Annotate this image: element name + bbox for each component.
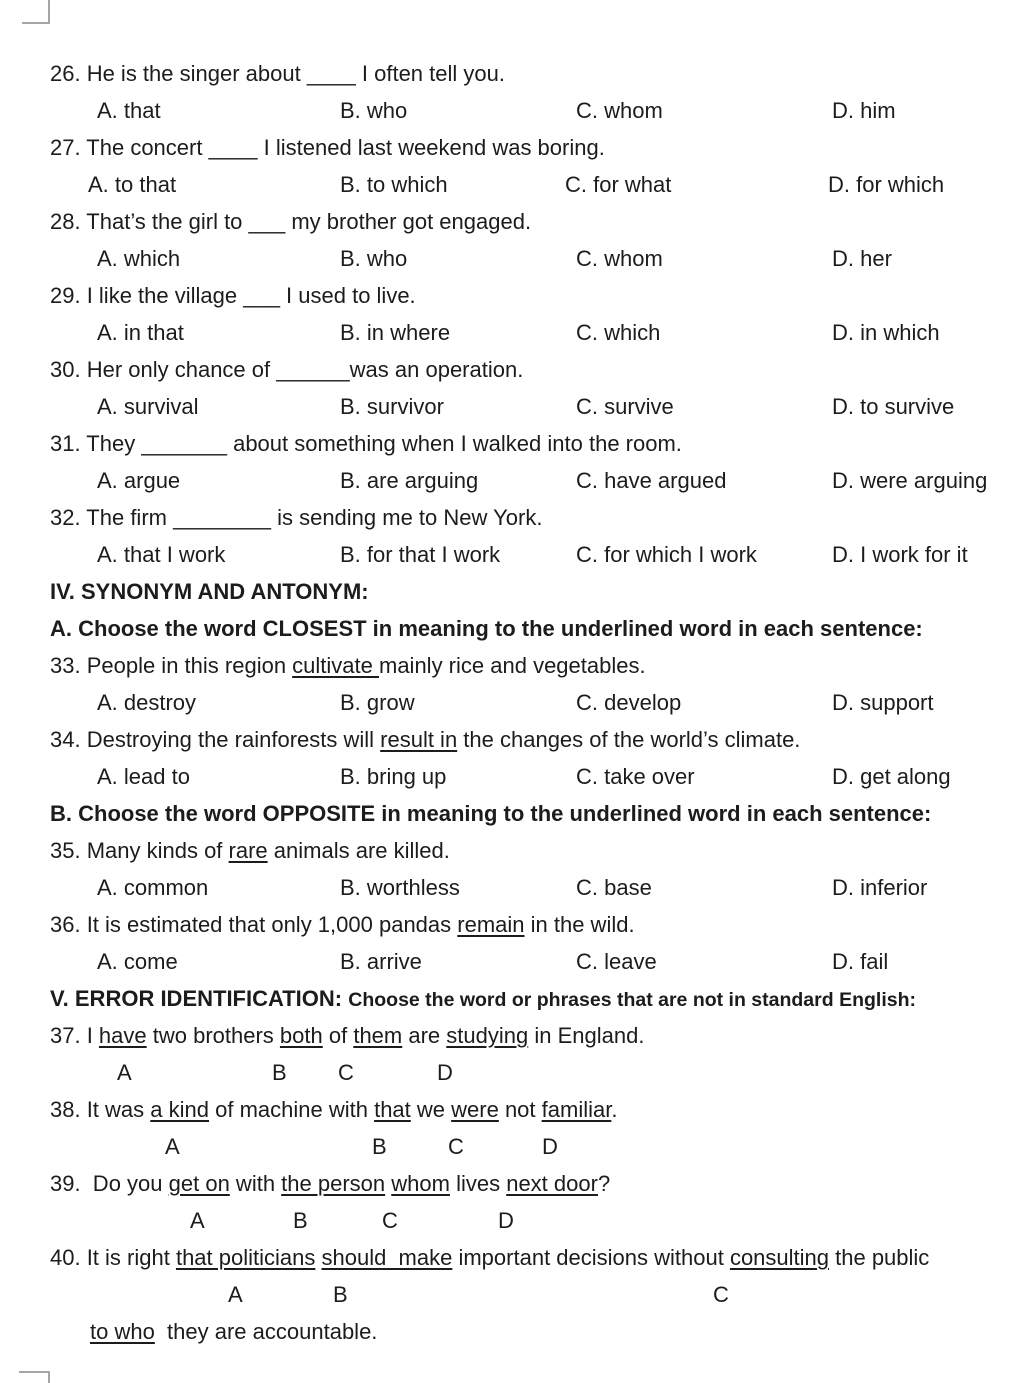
section-header-text	[50, 980, 916, 1019]
answer-option-30-b: B. survivor	[340, 394, 444, 419]
question-text	[50, 499, 542, 536]
text-segment: we	[410, 1097, 452, 1122]
text-segment: 33. People in this region	[50, 653, 293, 678]
question-32	[0, 499, 1024, 536]
answer-option-33-b: B. grow	[340, 690, 415, 715]
text-segment: of machine with	[209, 1097, 375, 1122]
text-segment: in England.	[528, 1023, 645, 1048]
underlined-word: whom	[391, 1171, 450, 1196]
underlined-word: that politicians	[175, 1245, 316, 1270]
text-segment: important decisions without	[452, 1245, 730, 1270]
text-boundary-mark-bottom-left	[19, 1371, 50, 1383]
options-36	[0, 943, 1024, 980]
text-segment: ?	[597, 1171, 611, 1196]
error-choice-letter-38-d: D	[542, 1134, 558, 1159]
text-segment: not	[498, 1097, 542, 1122]
underlined-word: studying	[446, 1023, 529, 1048]
underlined-word: should make	[321, 1245, 453, 1270]
text-boundary-mark-top-left	[22, 0, 50, 24]
error-choice-letter-38-c: C	[448, 1134, 464, 1159]
text-segment: in the wild.	[524, 912, 635, 937]
underlined-word: both	[279, 1023, 323, 1048]
question-26	[0, 55, 1024, 92]
text-segment: they are accountable.	[154, 1319, 378, 1344]
section-iv-b-header	[0, 795, 1024, 832]
error-choice-letter-40-c: C	[713, 1282, 729, 1307]
question-40	[0, 1239, 1024, 1276]
text-segment: 29. I like the village ___ I used to live.	[50, 283, 416, 308]
underlined-word: remain	[457, 912, 525, 937]
section-v-header	[0, 980, 1024, 1017]
underlined-word: that	[374, 1097, 411, 1122]
question-text	[50, 1091, 617, 1128]
question-40-continuation	[0, 1313, 1024, 1350]
options-26	[0, 92, 1024, 129]
answer-option-28-c: C. whom	[576, 246, 663, 271]
options-30	[0, 388, 1024, 425]
answer-option-31-c: C. have argued	[576, 468, 727, 493]
answer-option-35-b: B. worthless	[340, 875, 460, 900]
error-choice-letter-37-d: D	[437, 1060, 453, 1085]
text-segment: two brothers	[146, 1023, 280, 1048]
underlined-word: have	[98, 1023, 147, 1048]
section-header-text	[50, 610, 923, 647]
underlined-word: consulting	[729, 1245, 830, 1270]
options-32	[0, 536, 1024, 573]
question-31	[0, 425, 1024, 462]
text-segment: 30. Her only chance of ______was an operation.	[50, 357, 524, 382]
options-35	[0, 869, 1024, 906]
answer-option-34-c: C. take over	[576, 764, 695, 789]
question-text	[50, 129, 605, 166]
underlined-word: cultivate	[292, 653, 379, 678]
question-29	[0, 277, 1024, 314]
options-31	[0, 462, 1024, 499]
options-28	[0, 240, 1024, 277]
text-segment: 40. It is right	[50, 1245, 176, 1270]
options-34	[0, 758, 1024, 795]
answer-option-27-b: B. to which	[340, 172, 448, 197]
error-choice-letter-39-a: A	[190, 1208, 205, 1233]
text-segment: the changes of the world’s climate.	[457, 727, 801, 752]
question-text	[50, 277, 416, 314]
underlined-word: them	[353, 1023, 403, 1048]
error-choice-letter-40-b: B	[333, 1282, 348, 1307]
answer-option-34-a: A. lead to	[97, 764, 190, 789]
question-text	[50, 832, 450, 869]
answer-option-32-a: A. that I work	[97, 542, 226, 567]
error-choice-letter-39-b: B	[293, 1208, 308, 1233]
error-choice-letter-39-d: D	[498, 1208, 514, 1233]
question-text	[50, 351, 523, 388]
text-segment: lives	[449, 1171, 507, 1196]
section-iv-a-header	[0, 610, 1024, 647]
question-28	[0, 203, 1024, 240]
answer-option-26-b: B. who	[340, 98, 408, 123]
error-choice-letter-37-a: A	[117, 1060, 132, 1085]
answer-option-30-a: A. survival	[97, 394, 199, 419]
answer-option-28-d: D. her	[832, 246, 892, 271]
underlined-word: were	[451, 1097, 499, 1122]
letters-40	[0, 1276, 1024, 1313]
answer-option-36-c: C. leave	[576, 949, 657, 974]
letters-39	[0, 1202, 1024, 1239]
text-segment: are	[402, 1023, 447, 1048]
question-37	[0, 1017, 1024, 1054]
question-text	[50, 1017, 644, 1054]
underlined-word: next door	[506, 1171, 598, 1196]
question-text	[50, 1239, 929, 1276]
text-segment: of	[322, 1023, 354, 1048]
text-segment: 28. That’s the girl to ___ my brother got engaged.	[50, 209, 532, 234]
answer-option-28-b: B. who	[340, 246, 408, 271]
question-36	[0, 906, 1024, 943]
question-text	[90, 1313, 377, 1350]
answer-option-34-b: B. bring up	[340, 764, 447, 789]
answer-option-26-a: A. that	[97, 98, 161, 123]
error-choice-letter-38-a: A	[165, 1134, 180, 1159]
answer-option-27-a: A. to that	[88, 172, 177, 197]
answer-option-28-a: A. which	[97, 246, 181, 271]
answer-option-32-b: B. for that I work	[340, 542, 501, 567]
text-segment: 35. Many kinds of	[50, 838, 229, 863]
answer-option-35-a: A. common	[97, 875, 209, 900]
text-segment: the public	[829, 1245, 930, 1270]
answer-option-29-a: A. in that	[97, 320, 184, 345]
question-text	[50, 647, 646, 684]
text-segment: B. Choose the word OPPOSITE in meaning to the underlined word in each sentence:	[50, 801, 932, 826]
document-content	[0, 55, 1024, 1350]
answer-option-26-c: C. whom	[576, 98, 663, 123]
answer-option-29-c: C. which	[576, 320, 661, 345]
answer-option-35-d: D. inferior	[832, 875, 928, 900]
text-segment: 32. The firm ________ is sending me to New York.	[50, 505, 543, 530]
letters-38	[0, 1128, 1024, 1165]
question-text	[50, 203, 531, 240]
underlined-word: the person	[281, 1171, 386, 1196]
answer-option-31-b: B. are arguing	[340, 468, 479, 493]
underlined-word: rare	[228, 838, 268, 863]
text-segment: 39. Do you	[50, 1171, 169, 1196]
error-choice-letter-37-c: C	[338, 1060, 354, 1085]
options-33	[0, 684, 1024, 721]
options-27	[0, 166, 1024, 203]
text-segment: 36. It is estimated that only 1,000 pandas	[50, 912, 458, 937]
question-text	[50, 425, 682, 462]
question-27	[0, 129, 1024, 166]
answer-option-33-a: A. destroy	[97, 690, 197, 715]
options-29	[0, 314, 1024, 351]
error-choice-letter-37-b: B	[272, 1060, 287, 1085]
question-text	[50, 721, 800, 758]
text-segment: with	[229, 1171, 282, 1196]
text-segment: 38. It was	[50, 1097, 151, 1122]
underlined-word: get on	[168, 1171, 230, 1196]
text-segment: 37. I	[50, 1023, 99, 1048]
answer-option-36-b: B. arrive	[340, 949, 422, 974]
text-segment: 26. He is the singer about ____ I often tell you.	[50, 61, 505, 86]
section-header-text	[50, 795, 931, 832]
answer-option-32-d: D. I work for it	[832, 542, 968, 567]
answer-option-30-c: C. survive	[576, 394, 674, 419]
question-38	[0, 1091, 1024, 1128]
underlined-word: to who	[90, 1319, 155, 1344]
text-segment: A. Choose the word CLOSEST in meaning to the underlined word in each sentence:	[50, 616, 923, 641]
text-segment: 34. Destroying the rainforests will	[50, 727, 381, 752]
answer-option-32-c: C. for which I work	[576, 542, 757, 567]
error-choice-letter-40-a: A	[228, 1282, 243, 1307]
answer-option-34-d: D. get along	[832, 764, 951, 789]
text-segment: IV. SYNONYM AND ANTONYM:	[50, 579, 369, 604]
text-segment: 27. The concert ____ I listened last weekend was boring.	[50, 135, 605, 160]
question-text	[50, 906, 635, 943]
letters-37	[0, 1054, 1024, 1091]
underlined-word: a kind	[150, 1097, 209, 1122]
question-35	[0, 832, 1024, 869]
question-39	[0, 1165, 1024, 1202]
text-segment: Choose the word or phrases that are not in standard English:	[348, 989, 916, 1011]
answer-option-30-d: D. to survive	[832, 394, 955, 419]
text-segment: .	[611, 1097, 618, 1122]
answer-option-35-c: C. base	[576, 875, 652, 900]
text-segment: animals are killed.	[267, 838, 450, 863]
error-choice-letter-39-c: C	[382, 1208, 398, 1233]
section-iv-header	[0, 573, 1024, 610]
answer-option-29-b: B. in where	[340, 320, 451, 345]
answer-option-27-d: D. for which	[828, 172, 945, 197]
answer-option-31-d: D. were arguing	[832, 468, 988, 493]
answer-option-27-c: C. for what	[565, 172, 672, 197]
question-34	[0, 721, 1024, 758]
text-segment: mainly rice and vegetables.	[379, 653, 646, 678]
question-30	[0, 351, 1024, 388]
error-choice-letter-38-b: B	[372, 1134, 387, 1159]
answer-option-29-d: D. in which	[832, 320, 940, 345]
underlined-word: result in	[380, 727, 458, 752]
answer-option-36-d: D. fail	[832, 949, 889, 974]
answer-option-36-a: A. come	[97, 949, 178, 974]
question-text	[50, 1165, 610, 1202]
answer-option-26-d: D. him	[832, 98, 896, 123]
text-segment: V. ERROR IDENTIFICATION:	[50, 986, 349, 1011]
section-header-text	[50, 573, 369, 610]
answer-option-33-c: C. develop	[576, 690, 682, 715]
underlined-word: familiar	[541, 1097, 612, 1122]
question-text	[50, 55, 505, 92]
question-33	[0, 647, 1024, 684]
answer-option-31-a: A. argue	[97, 468, 181, 493]
answer-option-33-d: D. support	[832, 690, 934, 715]
text-segment: 31. They _______ about something when I walked into the room.	[50, 431, 682, 456]
